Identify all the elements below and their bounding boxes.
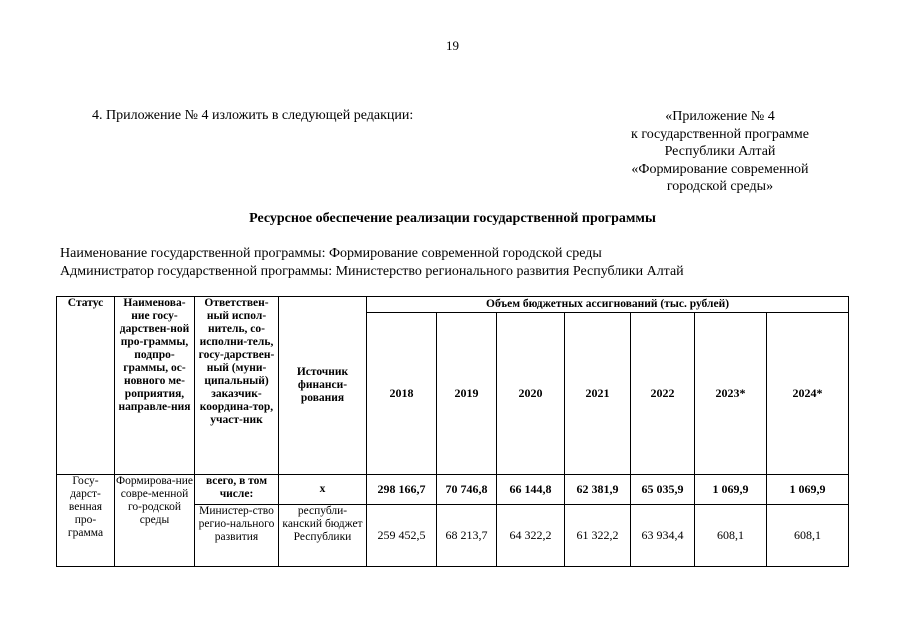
appendix-line: городской среды» [666, 179, 774, 194]
amendment-instruction: 4. Приложение № 4 изложить в следующей редакции: [92, 108, 414, 123]
appendix-line: «Формирование современной [631, 161, 809, 177]
header-year: 2023* [695, 313, 767, 475]
page-number: 19 [446, 38, 459, 53]
program-name-cell: Формирова-ние совре-менной го-родской среды [115, 474, 195, 566]
header-year: 2022 [631, 313, 695, 475]
value-cell: 64 322,2 [497, 504, 565, 566]
responsible-cell: Министер-ство регио-нального развития [195, 504, 279, 566]
status-cell: Госу-дарст-венная про-грамма [57, 474, 115, 566]
value-cell: 1 069,9 [767, 474, 849, 504]
table-row [57, 474, 849, 504]
value-cell: 608,1 [695, 504, 767, 566]
appendix-line: «Приложение № 4 [665, 109, 775, 124]
value-cell: 608,1 [767, 504, 849, 566]
document-title: Ресурсное обеспечение реализации государственной программы [249, 211, 656, 226]
header-year: 2019 [437, 313, 497, 475]
value-cell: 1 069,9 [695, 474, 767, 504]
appendix-line: к государственной программе [631, 126, 809, 142]
header-year: 2020 [497, 313, 565, 475]
appendix-line: Республики Алтай [664, 144, 776, 159]
value-cell: 63 934,4 [631, 504, 695, 566]
source-cell: республи-канский бюджет Республики [279, 504, 367, 566]
value-cell: 66 144,8 [497, 474, 565, 504]
resource-table [56, 296, 849, 567]
header-responsible: Ответствен-ный испол-нитель, со-исполни-тель, госу-дарствен-ный (муни-ципальный) заказчик-координа-тор, участ-ник [195, 297, 279, 475]
header-status: Статус [57, 297, 115, 475]
value-cell: 298 166,7 [367, 474, 437, 504]
value-cell: 61 322,2 [565, 504, 631, 566]
header-year: 2021 [565, 313, 631, 475]
administrator-line: Администратор государственной программы: Министерство регионального развития Республики Алтай [60, 264, 684, 279]
source-cell: х [279, 474, 367, 504]
value-cell: 62 381,9 [565, 474, 631, 504]
responsible-cell: всего, в том числе: [195, 474, 279, 504]
value-cell: 259 452,5 [367, 504, 437, 566]
header-name: Наименова-ние госу-дарствен-ной про-граммы, подпро-граммы, ос-новного ме-роприятия, направле-ния [115, 297, 195, 475]
header-year: 2024* [767, 313, 849, 475]
header-source: Источник финанси-рования [279, 297, 367, 475]
value-cell: 68 213,7 [437, 504, 497, 566]
value-cell: 65 035,9 [631, 474, 695, 504]
header-year: 2018 [367, 313, 437, 475]
header-budget-group: Объем бюджетных ассигнований (тыс. рублей) [367, 297, 849, 313]
appendix-heading [600, 108, 840, 196]
value-cell: 70 746,8 [437, 474, 497, 504]
program-name-line: Наименование государственной программы: Формирование современной городской среды [60, 246, 602, 261]
